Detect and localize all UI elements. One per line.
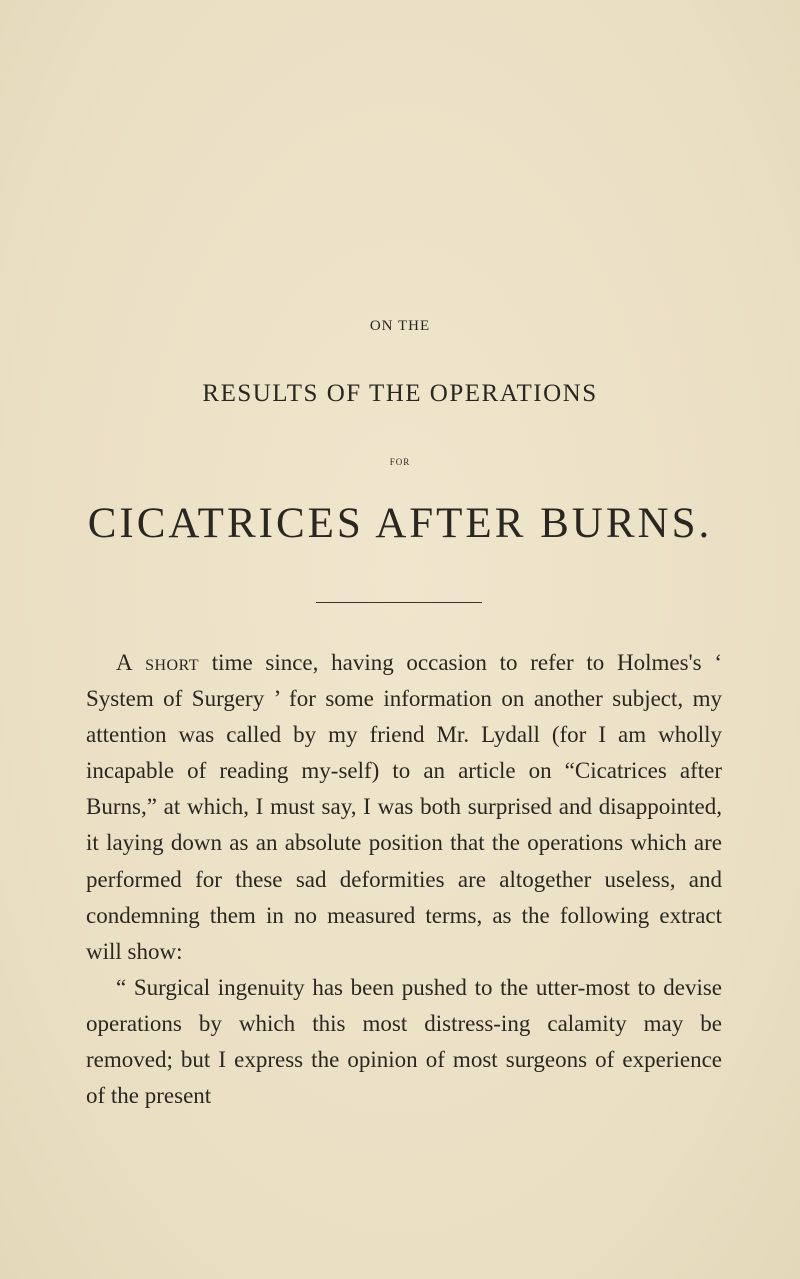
paragraph: [86, 970, 722, 1114]
paragraph-lead: A short: [116, 650, 200, 675]
main-title: CICATRICES AFTER BURNS.: [87, 500, 713, 547]
paragraph: [86, 645, 722, 970]
section-divider: [316, 602, 482, 603]
pre-title: ON THE: [369, 318, 431, 334]
paragraph-text: time since, having occasion to refer to Holmes's ‘ System of Surgery ’ for some information on another subject, my attention was called by my friend Mr. Lydall (for I am wholly incapable of reading my-self) to an article on “Cicatrices after Burns,” at which, I must say, I was both surprised and disappointed, it laying down as an absolute position that the operations which are performed for these sad deformities are altogether useless, and condemning them in no measured terms, as the following extract will show:: [86, 650, 722, 964]
title-connector: FOR: [389, 457, 411, 467]
body-text: [86, 645, 722, 1114]
title-line: RESULTS OF THE OPERATIONS: [202, 380, 598, 407]
paragraph-text: “ Surgical ingenuity has been pushed to the utter-most to devise operations by which this most distress-ing calamity may be removed; but I express the opinion of most surgeons of experience of the present: [86, 974, 722, 1109]
